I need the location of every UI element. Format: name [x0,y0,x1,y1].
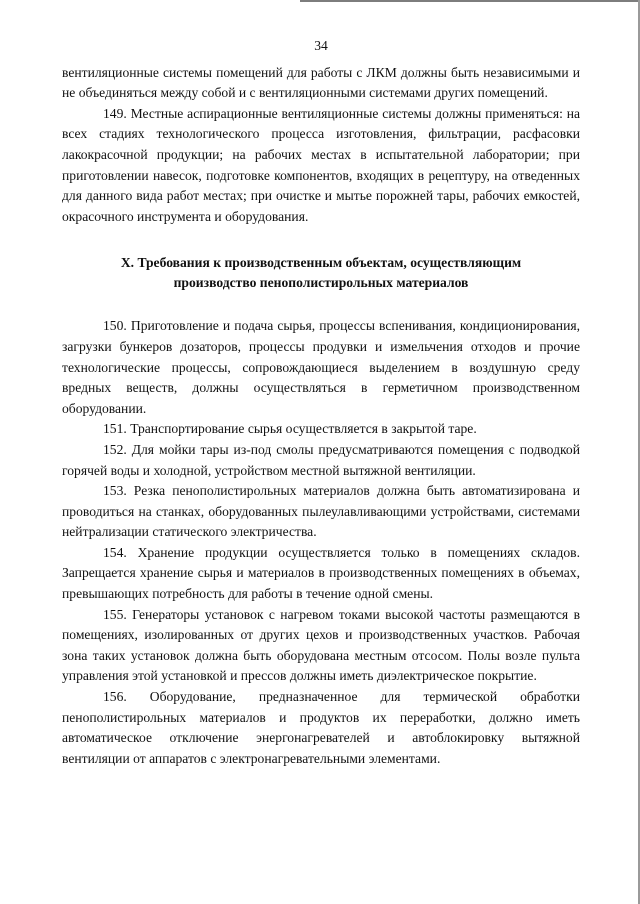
paragraph-152: 152. Для мойки тары из-под смолы предусматриваются помещения с подводкой горячей воды и холодной, устройством местной вытяжной вентиляции. [62,441,580,478]
page-number: 34 [314,38,328,53]
paragraph-153: 153. Резка пенополистирольных материалов должна быть автоматизирована и проводиться на станках, оборудованных пылеулавливающими устройствами, системами нейтрализации статического электричества. [62,483,580,540]
section-heading-line1: X. Требования к производственным объектам, осуществляющим [120,255,522,271]
section-heading-line2: производство пенополистирольных материалов [173,275,469,291]
paragraph-continuation: вентиляционные системы помещений для работы с ЛКМ должны быть независимыми и не объединяться между собой и с вентиляционными системами других помещений. [62,64,580,101]
paragraph-154: 154. Хранение продукции осуществляется только в помещениях складов. Запрещается хранение сырья и материалов в производственных помещениях в объемах, превышающих потребность для работы в течение одной смены. [62,544,580,602]
section-heading [62,253,580,293]
paragraph-155: 155. Генераторы установок с нагревом токами высокой частоты размещаются в помещениях, изолированных от других цехов и производственных участков. Рабочая зона таких установок должна быть оборудована местным отсосом. Полы возле пульта управления этой установкой и прессов должны иметь диэлектрическое покрытие. [62,606,580,684]
paragraph-150: 150. Приготовление и подача сырья, процессы вспенивания, кондиционирования, загрузки бункеров дозаторов, процессы продувки и измельчения отходов и прочие технологические процессы, сопровождающиеся выделением в воздушную среду вредных веществ, должны осуществляться в герметичном производственном оборудовании. [62,318,580,416]
paragraph-149: 149. Местные аспирационные вентиляционные системы должны применяться: на всех стадиях технологического процесса изготовления, фильтрации, расфасовки лакокрасочной продукции; на рабочих местах в испытательной лаборатории; при приготовлении навесок, подготовке компонентов, входящих в рецептуру, на отведенных для данного вида работ местах; при очистке и мытье порожней тары, рабочих емкостей, окрасочного инструмента и оборудования. [62,105,580,224]
document-page [62,36,580,769]
paragraph-151: 151. Транспортирование сырья осуществляется в закрытой таре. [103,421,477,437]
paragraph-156: 156. Оборудование, предназначенное для термической обработки пенополистирольных материалов и продуктов их переработки, должно иметь автоматическое отключение энергонагревателей и автоблокировку вытяжной вентиляции от аппаратов с электронагревательными элементами. [62,689,580,766]
scan-top-border [300,0,640,2]
